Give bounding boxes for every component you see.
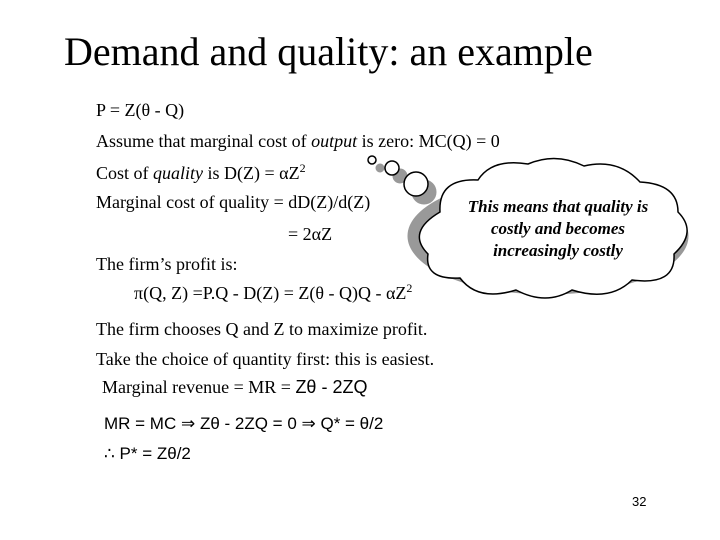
equation-price: P = Z(θ - Q): [96, 100, 185, 120]
callout-line: costly and becomes: [490, 219, 626, 238]
page-number: 32: [632, 494, 647, 509]
superscript: 2: [299, 161, 306, 175]
text-segment: is D(Z) = αZ: [203, 163, 300, 183]
thought-bubble-medium: [385, 161, 399, 175]
assumption-marginal-cost: [96, 131, 500, 152]
profit-intro: The firm’s profit is:: [96, 254, 238, 274]
callout-text: [430, 196, 686, 262]
superscript: 2: [406, 281, 413, 295]
emphasis-quality: quality: [153, 163, 204, 183]
quantity-first: Take the choice of quantity first: this is easiest.: [96, 349, 435, 369]
text-segment: π(Q, Z) =P.Q - D(Z) = Z(θ - Q)Q - αZ: [134, 283, 407, 303]
text-segment: Cost of: [96, 163, 154, 183]
text-segment: is zero: MC(Q) = 0: [357, 131, 500, 151]
mr-expression: Zθ - 2ZQ: [295, 377, 368, 397]
text-segment: Assume that marginal cost of: [96, 131, 312, 151]
emphasis-output: output: [311, 131, 358, 151]
thought-bubble-small: [368, 156, 376, 164]
text-segment: Marginal revenue = MR =: [102, 377, 296, 397]
cost-of-quality: [96, 161, 306, 184]
thought-bubble-large: [404, 172, 428, 196]
choice-statement: The firm chooses Q and Z to maximize profit.: [96, 319, 428, 339]
marginal-cost-result: = 2αZ: [288, 224, 333, 244]
slide-title: Demand and quality: an example: [64, 29, 593, 74]
callout-line: This means that quality is: [467, 197, 649, 216]
callout-line: increasingly costly: [493, 241, 623, 260]
marginal-revenue: [102, 377, 367, 398]
marginal-cost-of-quality: Marginal cost of quality = dD(Z)/d(Z): [96, 192, 371, 212]
mr-equals-mc: MR = MC ⇒ Zθ - 2ZQ = 0 ⇒ Q* = θ/2: [104, 414, 384, 433]
optimal-price: ∴ P* = Zθ/2: [104, 444, 191, 463]
